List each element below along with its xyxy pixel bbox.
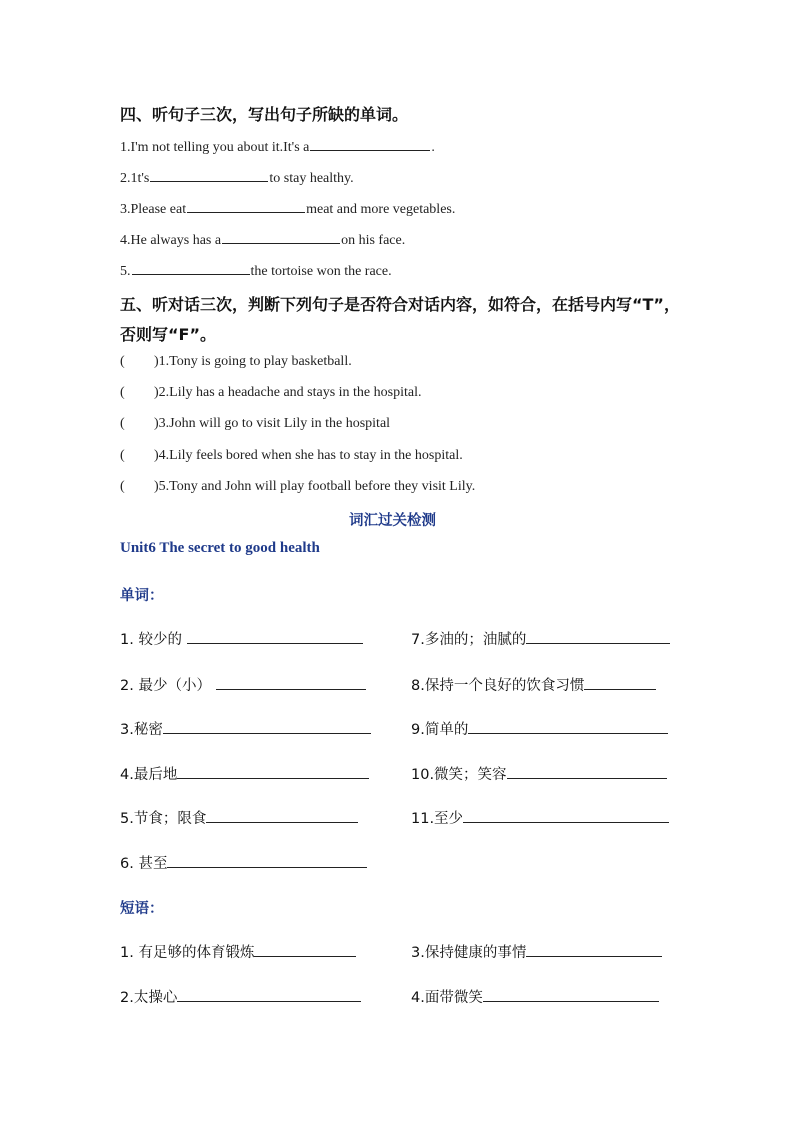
word-item xyxy=(411,807,669,828)
answer-blank[interactable] xyxy=(132,260,250,275)
item-text: . xyxy=(431,140,435,155)
answer-blank[interactable] xyxy=(310,136,430,151)
word-prompt: 6. 甚至 xyxy=(120,856,168,872)
answer-blank[interactable] xyxy=(463,807,669,823)
answer-blank[interactable] xyxy=(187,198,305,213)
answer-blank[interactable] xyxy=(167,852,367,868)
answer-blank[interactable] xyxy=(483,986,659,1002)
phrase-prompt: 3.保持健康的事情 xyxy=(411,945,527,961)
word-item xyxy=(120,628,363,649)
section5-item-5 xyxy=(120,479,475,495)
answer-blank[interactable] xyxy=(254,941,356,957)
phrase-item xyxy=(120,986,361,1007)
section5-title-line2: 否则写“F”。 xyxy=(120,325,216,344)
word-item xyxy=(411,628,670,649)
word-item xyxy=(120,807,358,828)
word-prompt: 8.保持一个良好的饮食习惯 xyxy=(411,678,585,694)
word-prompt: 2. 最少（小） xyxy=(120,678,211,694)
word-item xyxy=(411,674,656,695)
item-text: )3.John will go to visit Lily in the hospital xyxy=(154,416,391,431)
item-text: 1.I'm not telling you about it.It's a xyxy=(120,140,310,155)
word-prompt: 3.秘密 xyxy=(120,722,163,738)
section5-title-line1: 五、听对话三次，判断下列句子是否符合对话内容，如符合，在括号内写“T”， xyxy=(120,295,680,314)
answer-paren[interactable]: ( xyxy=(120,416,125,431)
section5-item-4 xyxy=(120,448,463,464)
words-label: 单词： xyxy=(120,588,164,604)
word-item xyxy=(120,718,371,739)
word-prompt: 5.节食；限食 xyxy=(120,811,207,827)
item-text: 5. xyxy=(120,264,131,279)
answer-blank[interactable] xyxy=(584,674,656,690)
word-prompt: 10.微笑；笑容 xyxy=(411,767,507,783)
item-text: )1.Tony is going to play basketball. xyxy=(154,354,352,369)
item-text: the tortoise won the race. xyxy=(250,264,392,279)
word-prompt: 9.简单的 xyxy=(411,722,469,738)
section5-item-3 xyxy=(120,416,390,432)
section5-item-1 xyxy=(120,354,352,370)
item-text: 4.He always has a xyxy=(120,233,222,248)
word-prompt: 11.至少 xyxy=(411,811,464,827)
answer-blank[interactable] xyxy=(468,718,668,734)
item-text: )2.Lily has a headache and stays in the hospital. xyxy=(154,385,422,400)
item-text: meat and more vegetables. xyxy=(306,202,456,217)
vocab-title: 词汇过关检测 xyxy=(349,513,436,529)
item-text: 2.1t's xyxy=(120,171,150,186)
answer-blank[interactable] xyxy=(222,229,340,244)
word-item xyxy=(120,763,369,784)
word-item xyxy=(120,674,366,695)
answer-paren[interactable]: ( xyxy=(120,479,125,494)
answer-blank[interactable] xyxy=(177,986,361,1002)
answer-blank[interactable] xyxy=(177,763,369,779)
answer-blank[interactable] xyxy=(507,763,667,779)
section4-item-3 xyxy=(120,198,455,218)
word-prompt: 1. 较少的 xyxy=(120,632,182,648)
phrase-item xyxy=(120,941,356,962)
answer-paren[interactable]: ( xyxy=(120,448,125,463)
word-prompt: 7.多油的；油腻的 xyxy=(411,632,527,648)
word-prompt: 4.最后地 xyxy=(120,767,178,783)
section4-item-4 xyxy=(120,229,405,249)
phrases-label: 短语： xyxy=(120,901,164,917)
unit-title: Unit6 The secret to good health xyxy=(120,540,320,556)
answer-blank[interactable] xyxy=(206,807,358,823)
answer-blank[interactable] xyxy=(150,167,268,182)
section4-title: 四、听句子三次，写出句子所缺的单词。 xyxy=(120,105,409,124)
phrase-item xyxy=(411,941,662,962)
answer-blank[interactable] xyxy=(216,674,366,690)
answer-blank[interactable] xyxy=(526,941,662,957)
phrase-prompt: 2.太操心 xyxy=(120,990,178,1006)
word-item xyxy=(411,763,667,784)
item-text: )5.Tony and John will play football before they visit Lily. xyxy=(154,479,476,494)
item-text: on his face. xyxy=(341,233,406,248)
word-item xyxy=(411,718,668,739)
answer-paren[interactable]: ( xyxy=(120,385,125,400)
word-item xyxy=(120,852,367,873)
phrase-prompt: 4.面带微笑 xyxy=(411,990,483,1006)
section4-item-2 xyxy=(120,167,354,187)
section4-item-5 xyxy=(120,260,392,280)
answer-blank[interactable] xyxy=(163,718,371,734)
section5-item-2 xyxy=(120,385,421,401)
answer-blank[interactable] xyxy=(526,628,670,644)
item-text: )4.Lily feels bored when she has to stay in the hospital. xyxy=(154,448,463,463)
answer-paren[interactable]: ( xyxy=(120,354,125,369)
answer-blank[interactable] xyxy=(187,628,363,644)
phrase-prompt: 1. 有足够的体育锻炼 xyxy=(120,945,255,961)
section4-item-1 xyxy=(120,136,435,156)
item-text: to stay healthy. xyxy=(269,171,354,186)
item-text: 3.Please eat xyxy=(120,202,187,217)
phrase-item xyxy=(411,986,659,1007)
